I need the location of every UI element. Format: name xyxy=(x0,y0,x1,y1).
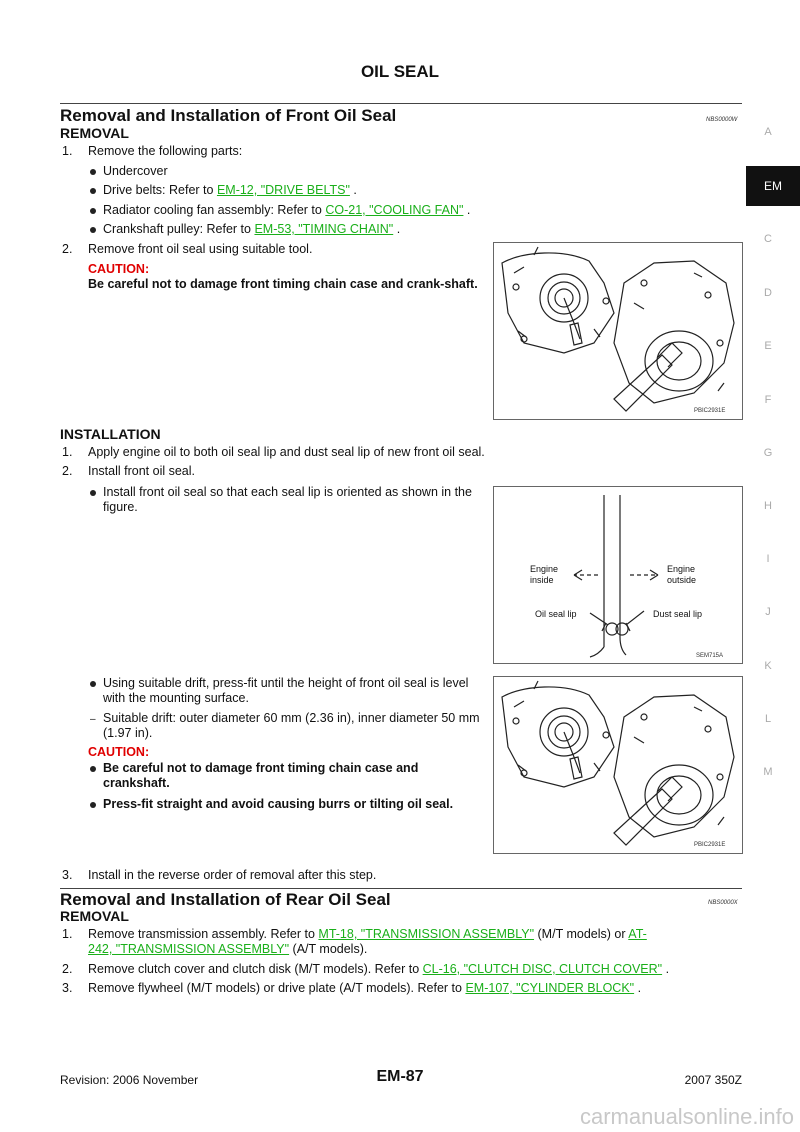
side-index-f[interactable]: F xyxy=(764,394,772,406)
link-drive-belts[interactable]: EM-12, "DRIVE BELTS" xyxy=(216,183,350,197)
removal-heading: REMOVAL xyxy=(60,125,129,141)
label-engine-outside: Engine outside xyxy=(667,564,697,585)
step-text: Install front oil seal. xyxy=(88,464,195,478)
link-mt-transmission[interactable]: MT-18, "TRANSMISSION ASSEMBLY" xyxy=(318,927,535,941)
removal-heading: REMOVAL xyxy=(60,908,129,924)
figure-code: PBIC2931E xyxy=(694,842,726,848)
section-code-front: NBS0000W xyxy=(706,117,738,123)
side-index-e[interactable]: E xyxy=(764,340,772,352)
link-clutch[interactable]: CL-16, "CLUTCH DISC, CLUTCH COVER" xyxy=(422,962,663,976)
side-index-c[interactable]: C xyxy=(764,233,772,245)
side-index-m[interactable]: M xyxy=(763,766,773,778)
step-text: Remove flywheel (M/T models) or drive plate (A/T models). Refer to EM-107, "CYLINDER BLOCK" . xyxy=(88,981,642,995)
side-index-a[interactable]: A xyxy=(764,126,772,138)
link-at-transmission[interactable]: AT- xyxy=(628,927,647,941)
figure-oil-seal-removal xyxy=(493,242,743,420)
section-title-front: Removal and Installation of Front Oil Seal xyxy=(60,106,397,125)
caution-text: Be careful not to damage front timing chain case and crank-shaft. xyxy=(88,277,478,291)
section-code-rear: NBS0000X xyxy=(708,900,738,906)
label-dust-seal-lip: Dust seal lip xyxy=(653,609,703,619)
bullet-item: Using suitable drift, press-fit until the height of front oil seal is level with the mounting surface. xyxy=(103,676,486,706)
bullet-item: Undercover xyxy=(103,164,168,178)
step-text: Install in the reverse order of removal after this step. xyxy=(88,868,377,882)
link-timing-chain[interactable]: EM-53, "TIMING CHAIN" xyxy=(254,222,394,236)
engine-drawing-install xyxy=(494,677,742,853)
figure-code: PBIC2931E xyxy=(694,408,726,414)
footer-model: 2007 350Z xyxy=(684,1073,742,1087)
step-number: 3. xyxy=(62,868,73,882)
side-index-i[interactable]: I xyxy=(766,553,770,565)
step-text: Remove the following parts: xyxy=(88,144,243,158)
bullet-item: Radiator cooling fan assembly: Refer to CO-21, "COOLING FAN" . xyxy=(103,203,471,217)
side-index-k[interactable]: K xyxy=(764,660,772,672)
step-number: 1. xyxy=(62,445,73,459)
step-number: 3. xyxy=(62,981,73,995)
caution-bullet: Be careful not to damage front timing chain case and crankshaft. xyxy=(103,761,486,791)
step-text: Remove front oil seal using suitable tool. xyxy=(88,242,313,256)
bullet-item: Drive belts: Refer to EM-12, "DRIVE BELTS" . xyxy=(103,183,357,197)
step-number: 2. xyxy=(62,242,73,256)
bullet-item: Install front oil seal so that each seal lip is oriented as shown in the figure. xyxy=(103,485,486,515)
figure-oil-seal-install xyxy=(493,676,743,854)
figure-seal-lip-orientation xyxy=(493,486,743,664)
step-text: Remove clutch cover and clutch disk (M/T models). Refer to CL-16, "CLUTCH DISC, CLUTCH COVER" . xyxy=(88,962,670,976)
dash-marker: – xyxy=(90,714,96,725)
step-number: 2. xyxy=(62,962,73,976)
link-at-transmission[interactable]: 242, "TRANSMISSION ASSEMBLY" xyxy=(88,942,290,956)
step-number: 1. xyxy=(62,144,73,158)
section-rule xyxy=(60,103,742,104)
side-index-h[interactable]: H xyxy=(764,500,772,512)
section-rule xyxy=(60,888,742,889)
section-title-rear: Removal and Installation of Rear Oil Seal xyxy=(60,890,391,909)
label-engine-inside: Engine inside xyxy=(530,564,559,585)
step-text: Remove transmission assembly. Refer to MT-18, "TRANSMISSION ASSEMBLY" (M/T models) or AT- xyxy=(88,927,647,941)
link-cooling-fan[interactable]: CO-21, "COOLING FAN" xyxy=(325,203,464,217)
watermark: carmanualsonline.info xyxy=(579,1104,794,1129)
caution-label: CAUTION: xyxy=(88,745,150,759)
page-title: OIL SEAL xyxy=(360,62,440,81)
caution-label: CAUTION: xyxy=(88,262,150,276)
page-number: EM-87 xyxy=(376,1068,424,1085)
step-text-continued: 242, "TRANSMISSION ASSEMBLY" (A/T models). xyxy=(88,942,368,956)
side-index-em-tab[interactable]: EM xyxy=(746,166,800,206)
side-index-l[interactable]: L xyxy=(764,713,772,725)
step-number: 2. xyxy=(62,464,73,478)
drift-spec: Suitable drift: outer diameter 60 mm (2.36 in), inner diameter 50 mm (1.97 in). xyxy=(103,711,480,740)
footer-revision: Revision: 2006 November xyxy=(60,1073,199,1087)
figure-code: SEM715A xyxy=(696,653,724,659)
side-index-g[interactable]: G xyxy=(763,447,773,459)
step-number: 1. xyxy=(62,927,73,941)
engine-drawing-removal xyxy=(494,243,742,419)
side-index-d[interactable]: D xyxy=(764,287,772,299)
installation-heading: INSTALLATION xyxy=(60,426,161,442)
step-text: Apply engine oil to both oil seal lip and dust seal lip of new front oil seal. xyxy=(88,445,485,459)
caution-bullet: Press-fit straight and avoid causing burrs or tilting oil seal. xyxy=(103,797,486,812)
side-index-j[interactable]: J xyxy=(765,606,771,618)
link-cylinder-block[interactable]: EM-107, "CYLINDER BLOCK" xyxy=(465,981,635,995)
bullet-item: Crankshaft pulley: Refer to EM-53, "TIMING CHAIN" . xyxy=(103,222,401,236)
label-oil-seal-lip: Oil seal lip xyxy=(535,609,577,619)
